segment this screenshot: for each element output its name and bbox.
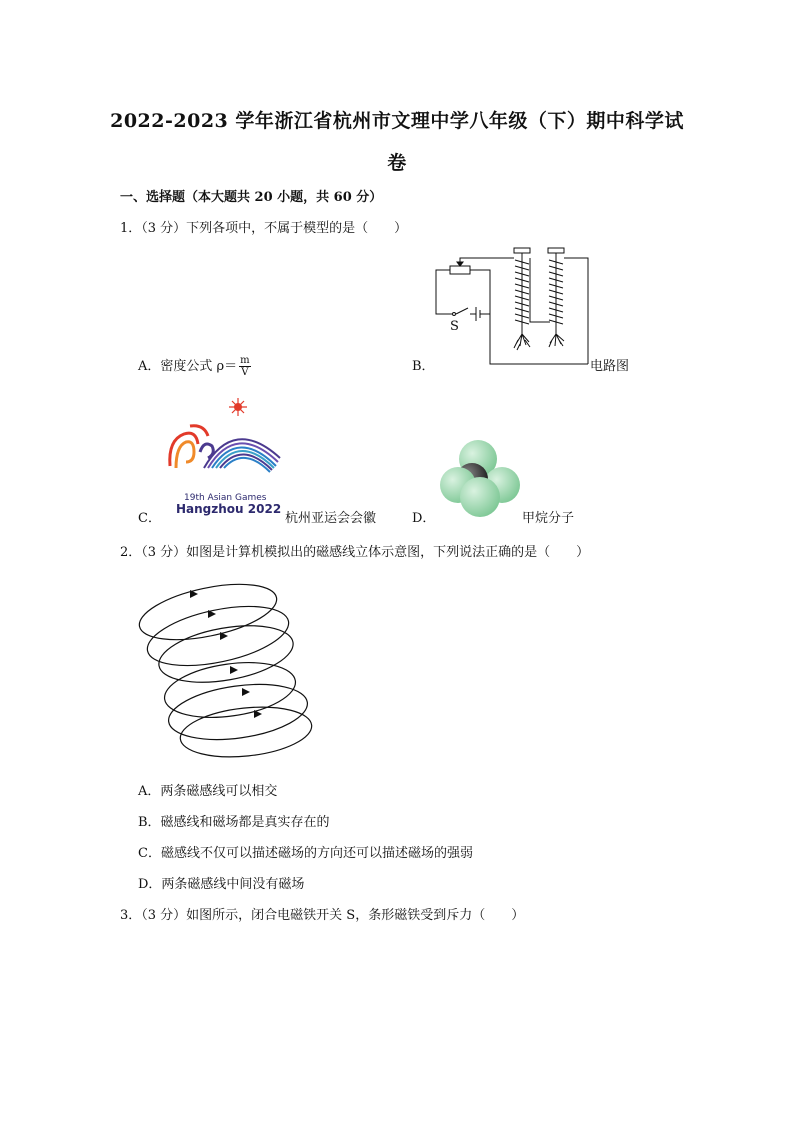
q2-option-c: C．磁感线不仅可以描述磁场的方向还可以描述磁场的强弱	[138, 846, 473, 861]
density-denominator: V	[241, 367, 249, 378]
q1-option-d-caption: 甲烷分子	[522, 511, 575, 526]
density-fraction	[239, 355, 250, 378]
question-1-stem: 1．（3 分）下列各项中，不属于模型的是（ ）	[120, 221, 408, 236]
q2-option-a: A．两条磁感线可以相交	[138, 784, 278, 799]
q2-option-d: D．两条磁感线中间没有磁场	[138, 877, 305, 892]
asian-games-logo	[164, 396, 284, 518]
q1-option-b-caption: 电路图	[590, 359, 630, 374]
stadium-arcs-icon	[204, 439, 280, 472]
page-title-line1: 2022-2023 学年浙江省杭州市文理中学八年级（下）期中科学试	[110, 110, 684, 132]
q1-option-d-label: D．	[412, 511, 436, 526]
magnetic-field-lines-diagram	[138, 570, 328, 766]
logo-text-line1: 19th Asian Games	[184, 493, 267, 503]
methane-molecule-icon	[438, 437, 522, 521]
logo-text-line2: Hangzhou 2022	[176, 502, 282, 516]
q2-option-b: B．磁感线和磁场都是真实存在的	[138, 815, 330, 830]
switch-label: S	[450, 319, 459, 334]
q1-option-a-label: A．密度公式 ρ＝	[138, 359, 238, 374]
sun-emblem-icon	[229, 398, 247, 416]
section-heading: 一、选择题（本大题共 20 小题，共 60 分）	[120, 190, 383, 205]
q1-option-c-caption: 杭州亚运会会徽	[285, 511, 377, 526]
question-2-stem: 2．（3 分）如图是计算机模拟出的磁感线立体示意图，下列说法正确的是（ ）	[120, 545, 590, 560]
q1-option-a	[138, 355, 251, 378]
q1-option-b-label: B．	[412, 359, 435, 374]
question-3-stem: 3．（3 分）如图所示，闭合电磁铁开关 S，条形磁铁受到斥力（ ）	[120, 908, 525, 923]
q1-option-c-label: C．	[138, 511, 161, 526]
page-title-line2: 卷	[387, 152, 407, 174]
density-numerator: m	[240, 355, 250, 366]
